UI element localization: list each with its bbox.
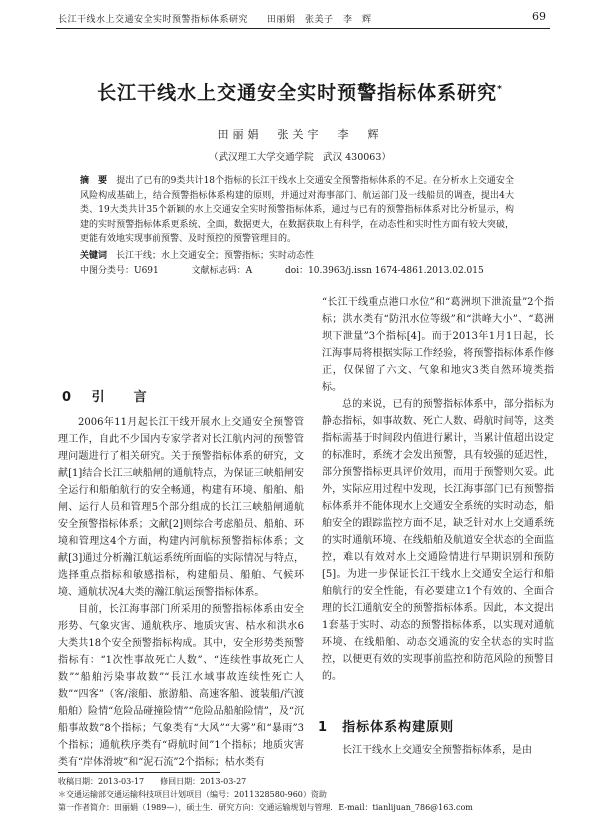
page-number: 69 (532, 10, 546, 23)
keywords (80, 249, 514, 263)
footnote-rule (58, 772, 220, 773)
footnote-funding: ＊交通运输部交通运输科技项目计划项目（编号：2011328580-960）资助 (58, 790, 327, 799)
document-code: 文献标志码：A (191, 266, 253, 276)
header-rule (56, 28, 550, 29)
author-list: 田丽娟 张关宇 李 辉 (217, 128, 383, 141)
section-number: 0 (62, 390, 80, 405)
footnote-dates: 收稿日期：2013-03-17 修回日期：2013-03-27 (58, 777, 247, 786)
left-column (58, 414, 304, 771)
section-heading-principles (318, 716, 454, 735)
paragraph: 2006年11月起长江干线开展水上交通安全预警管理工作，自此不少国内专家学者对长江航内河的预警管理问题进行了相关研究。关于预警指标体系的研究，文献[1]结合长江三峡船闸的通航特点，为保证三峡船闸安全运行和船舶航行的安全畅通，构建有环境、船舶、船闸、运行人员和管理5个部分组成的长江三峡船闸通航安全预警指标体系；文献[2]则综合考虑船员、船舶、环境和管理这4个方面，构建内河航标预警指标体系；文献[3]通过分析瀚江航运系统所面临的实际情况与特点，选择重点指标和敏感指标，构建船员、船舶、气候环境、通航状况4大类的瀚江航运预警指标体系。 (58, 417, 304, 598)
running-header: 长江干线水上交通安全实时预警指标体系研究 田丽娟 张美子 李 辉 (58, 15, 372, 25)
paragraph: “长江干线重点港口水位”和“葛洲坝下泄流量”2个指标；洪水类有“防汛水位等级”和“洪峰大小”、“葛洲坝下泄量”3个指标[4]。而于2013年1月1日起，长江海事局将根据实际工作经验，将预警指标体系作修正，仅保留了六文、气象和地灾3类自然环境类指标。 (322, 297, 554, 393)
classification-line (80, 264, 540, 278)
section-title: 指标体系构建原则 (342, 720, 455, 735)
right-column (322, 294, 554, 685)
keywords-text: 长江干线；水上交通安全；预警指标；实时动态性 (116, 251, 315, 261)
abstract-label: 摘 要 (80, 176, 108, 186)
section-number: 1 (318, 720, 329, 735)
section-heading-intro (62, 386, 155, 405)
abstract-text: 提出了已有的9类共计18个指标的长江干线水上交通安全预警指标体系的不足。在分析水上交通安全风险构成基础上，结合预警指标体系构建的原则，并通过对海事部门、航运部门及一线船员的调查，提出4大类、19大类共计35个新颖的水上交通安全实时预警指标体系，通过与已有的预警指标体系对比分析显示，构建的实时预警指标体系更系统、全面，数据更大，在数据获取上有科学，在动态性和实时性方面有较大突破，更能有效地实现事前预警、及时预控的预警管理目的。 (80, 176, 514, 244)
title-footnote-mark: * (497, 84, 503, 95)
section-title: 引 言 (91, 390, 155, 405)
paragraph: 长江干线水上交通安全预警指标体系，是由 (342, 745, 532, 756)
paper-title (0, 78, 600, 105)
doi: doi：10.3963/j.issn 1674-4861.2013.02.015 (285, 266, 484, 276)
footnote-author: 第一作者简介：田丽娟（1989—），硕士生．研究方向：交通运输规划与管理．E-mail：tianlijuan_786@163.com (58, 803, 473, 812)
abstract (80, 174, 514, 247)
paragraph: 总的来说，已有的预警指标体系中，部分指标为静态指标，如事故数、死亡人数、碍航时间等，这类指标需基于时间段内值进行累计，当累计值超出设定的标准时，系统才会发出预警，具有较强的延迟性，部分预警指标更具评价效用，而用于预警则欠妥。此外，实际应用过程中发现，长江海事部门已有预警指标体系并不能体现水上交通安全系统的实时动态，船舶安全的跟踪监控方面不足，缺乏针对水上交通系统的实时通航环境、在线船舶及航道安全状态的全面监控，难以有效对水上交通险情进行早期识别和预防[5]。为进一步保证长江干线水上交通安全运行和船舶航行的安全性能，有必要建立1个有效的、全面合理的长江通航安全的预警指标体系。因此，本文提出1套基于实时、动态的预警指标体系，以实现对通航环境、在线船舶、动态交通流的安全状态的实时监控，以便更有效的实现事前监控和防范风险的预警目的。 (322, 399, 554, 682)
right-column-tail (322, 742, 554, 759)
keywords-label: 关键词 (80, 251, 108, 261)
paper-title-text: 长江干线水上交通安全实时预警指标体系研究 (97, 82, 498, 104)
affiliation: （武汉理工大学交通学院 武汉 430063） (209, 152, 391, 163)
clc-number: 中图分类号：U691 (80, 266, 159, 276)
paragraph: 目前，长江海事部门所采用的预警指标体系由安全形势、气象灾害、通航秩序、地质灾害、枯水和洪水6大类共18个安全预警指标构成。其中，安全形势类预警指标有：“1次性事故死亡人数”、“连续性事故死亡人数”“船舶污染事故数”“長江水域事故连续性死亡人数”“四客”（客/滚船、旅游船、高速客船、渡装船/汽渡船舶）险情“危险品碰撞险情”“危险品船舶险情”，及“沉船事故数”8个指标；气象类有“大风”“大雾”和“暴雨”3个指标；通航秩序类有“碍航时间”1个指标；地质灾害类有“岸体滑坡”和“泥石流”2个指标；枯水类有 (58, 604, 304, 768)
